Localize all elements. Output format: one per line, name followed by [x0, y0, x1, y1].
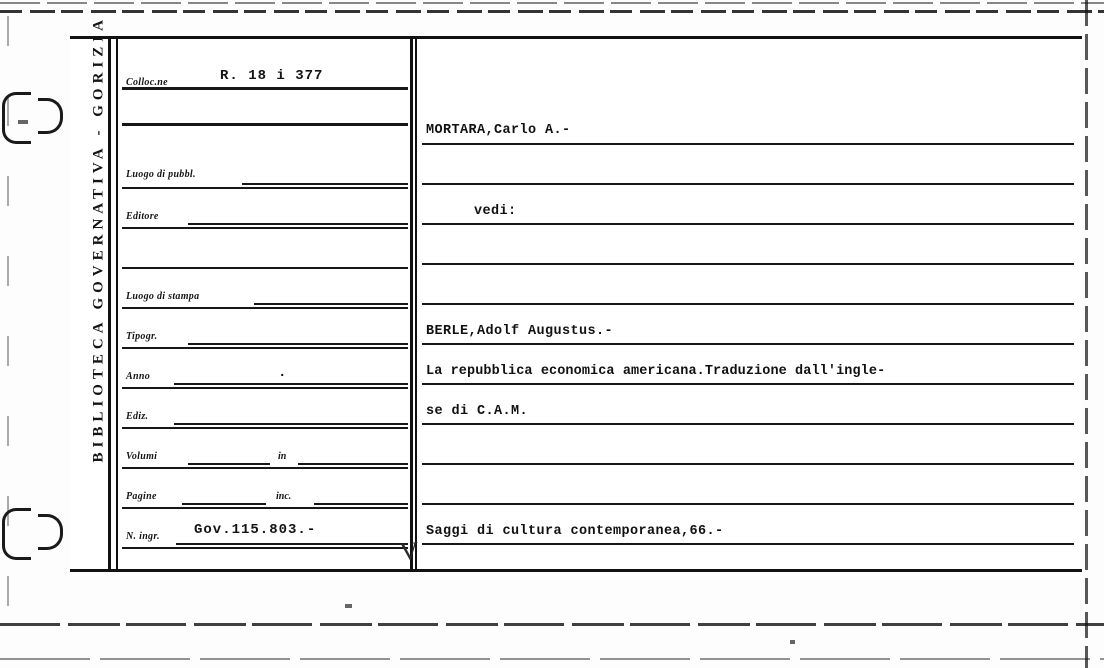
field-underline-pagine-a	[182, 503, 266, 505]
page-edge-top-second	[0, 2, 1104, 4]
entry-heading-author: MORTARA,Carlo A.-	[426, 123, 571, 138]
field-rule-6	[122, 427, 408, 429]
field-underline-pagine-b	[314, 503, 408, 505]
field-underline-luogo-stampa	[254, 303, 408, 305]
binder-hook-bottom	[38, 514, 63, 550]
field-label-anno: Anno	[126, 371, 150, 382]
field-label-volumi: Volumi	[126, 451, 158, 462]
page-edge-top	[0, 10, 1104, 13]
entry-rule-5	[422, 343, 1074, 345]
field-label-luogo-pubbl: Luogo di pubbl.	[126, 169, 196, 180]
field-label-n-ingr: N. ingr.	[126, 531, 160, 542]
field-rule-7	[122, 467, 408, 469]
entry-rule-10	[422, 543, 1074, 545]
library-spine-label: BIBLIOTECA GOVERNATIVA - GORIZIA	[90, 15, 107, 463]
entry-series-note: Saggi di cultura contemporanea,66.-	[426, 524, 724, 539]
field-label-ediz: Ediz.	[126, 411, 149, 422]
field-underline-volumi-b	[298, 463, 408, 465]
field-rule-5	[122, 387, 408, 389]
entry-rule-7	[422, 423, 1074, 425]
page-edge-bottom-second	[0, 658, 1104, 660]
field-underline-volumi-a	[188, 463, 270, 465]
entry-rule-2	[422, 223, 1074, 225]
field-label-pagine: Pagine	[126, 491, 157, 502]
field-underline-anno	[174, 383, 408, 385]
card-rule-left-inner	[116, 39, 118, 569]
entry-title-line-1: La repubblica economica americana.Traduzione dall'ingle-	[426, 364, 886, 379]
field-value-anno: .	[278, 365, 288, 381]
entry-rule-4	[422, 303, 1074, 305]
field-value-n-ingr: Gov.115.803.-	[194, 522, 317, 538]
page-edge-bottom	[0, 623, 1104, 626]
field-rule-3	[122, 307, 408, 309]
field-label-tipogr: Tipogr.	[126, 331, 158, 342]
field-rule-8	[122, 507, 408, 509]
entry-rule-9	[422, 503, 1074, 505]
entry-target-author: BERLE,Adolf Augustus.-	[426, 324, 614, 339]
field-rule-1	[122, 227, 408, 229]
field-underline-n-ingr	[176, 543, 408, 545]
scan-speck-3	[790, 640, 795, 644]
field-label-collocazione: Colloc.ne	[126, 77, 168, 88]
field-rule-callnumber	[122, 123, 408, 126]
entry-see-reference: vedi:	[474, 204, 517, 219]
scan-speck-4	[18, 120, 28, 124]
entry-rule-1	[422, 183, 1074, 185]
card-rule-center-inner	[415, 39, 417, 569]
field-underline-luogo-pubbl	[242, 183, 408, 185]
binder-hole-top	[2, 92, 31, 144]
pencil-check-mark: V	[398, 536, 421, 567]
entry-rule-8	[422, 463, 1074, 465]
scan-speck-1	[345, 604, 352, 608]
card-rule-center	[410, 39, 413, 569]
field-underline-ediz	[174, 423, 408, 425]
entry-rule-0	[422, 143, 1074, 145]
field-sublabel-pagine: inc.	[276, 491, 292, 502]
field-sublabel-volumi: in	[278, 451, 287, 462]
binder-hook-top	[38, 98, 63, 134]
field-label-editore: Editore	[126, 211, 159, 222]
entry-rule-6	[422, 383, 1074, 385]
page-edge-right	[1085, 0, 1088, 668]
binder-hole-bottom	[2, 508, 31, 560]
field-underline-tipogr	[188, 343, 408, 345]
field-rule-9	[122, 547, 408, 549]
field-rule-0	[122, 187, 408, 189]
card-rule-left	[108, 39, 111, 569]
field-rule-2	[122, 267, 408, 269]
entry-rule-3	[422, 263, 1074, 265]
field-rule-4	[122, 347, 408, 349]
catalogue-card	[70, 15, 1082, 572]
field-underline-editore	[188, 223, 408, 225]
field-value-collocazione: R. 18 i 377	[220, 68, 324, 84]
field-label-luogo-stampa: Luogo di stampa	[126, 291, 200, 302]
entry-title-line-2: se di C.A.M.	[426, 404, 529, 419]
